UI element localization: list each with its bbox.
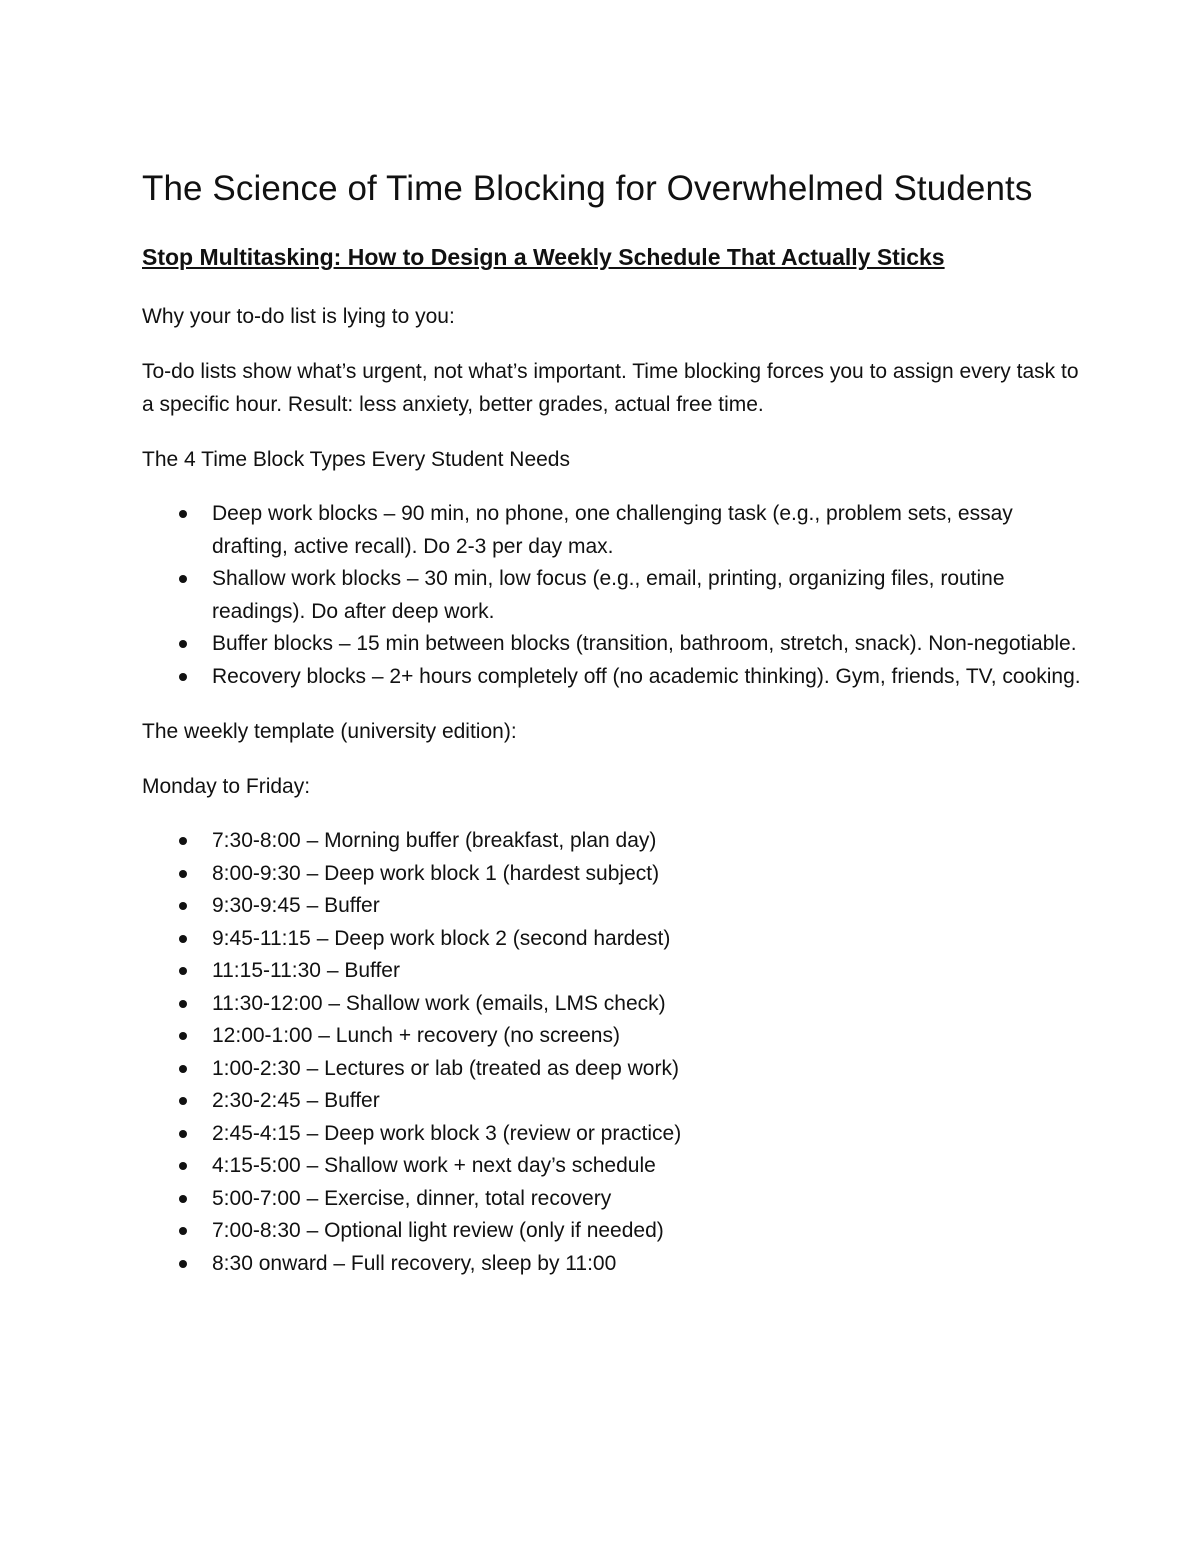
schedule-item (142, 1183, 1082, 1216)
weekly-template-heading: The weekly template (university edition): (142, 720, 517, 743)
bullet-icon (179, 902, 187, 910)
block-types-heading: The 4 Time Block Types Every Student Needs (142, 448, 570, 471)
document-title: The Science of Time Blocking for Overwhelmed Students (142, 169, 1033, 208)
schedule-item-text: 8:30 onward – Full recovery, sleep by 11:00 (212, 1251, 617, 1275)
schedule-item-text: 2:45-4:15 – Deep work block 3 (review or practice) (212, 1121, 682, 1145)
list-item-text: Deep work blocks – 90 min, no phone, one challenging task (e.g., problem sets, essay drafting, active recall). Do 2-3 per day max. (212, 502, 1013, 558)
bullet-icon (179, 673, 187, 681)
list-item-text: Buffer blocks – 15 min between blocks (transition, bathroom, stretch, snack). Non-negotiable. (212, 632, 1077, 655)
list-item (142, 628, 1082, 661)
schedule-item-text: 11:15-11:30 – Buffer (212, 959, 400, 982)
schedule-list (142, 825, 1082, 1280)
schedule-item-text: 7:00-8:30 – Optional light review (only if needed) (212, 1219, 664, 1242)
bullet-icon (179, 1065, 187, 1073)
list-item-text: Shallow work blocks – 30 min, low focus (e.g., email, printing, organizing files, routine readings). Do after deep work. (212, 567, 1005, 623)
schedule-item (142, 1020, 1082, 1053)
schedule-item-text: 2:30-2:45 – Buffer (212, 1089, 380, 1112)
bullet-icon (179, 935, 187, 943)
schedule-item (142, 955, 1082, 988)
schedule-item-text: 8:00-9:30 – Deep work block 1 (hardest subject) (212, 861, 660, 885)
bullet-icon (179, 510, 187, 518)
bullet-icon (179, 967, 187, 975)
schedule-item (142, 923, 1082, 956)
bullet-icon (179, 1130, 187, 1138)
bullet-icon (179, 1227, 187, 1235)
bullet-icon (179, 1195, 187, 1203)
schedule-item (142, 1053, 1082, 1086)
list-item (142, 563, 1082, 628)
bullet-icon (179, 575, 187, 583)
todo-paragraph: To-do lists show what’s urgent, not what’s important. Time blocking forces you to assign every task to a specific hour. Result: less anxiety, better grades, actual free time. (142, 360, 1079, 416)
schedule-item (142, 1150, 1082, 1183)
schedule-item (142, 1248, 1082, 1281)
block-types-list (142, 498, 1082, 693)
document-page (142, 164, 1082, 1280)
bullet-icon (179, 1032, 187, 1040)
bullet-icon (179, 837, 187, 845)
bullet-icon (179, 870, 187, 878)
list-item-text: Recovery blocks – 2+ hours completely off (no academic thinking). Gym, friends, TV, cooking. (212, 664, 1081, 688)
schedule-item-text: 5:00-7:00 – Exercise, dinner, total recovery (212, 1186, 612, 1210)
bullet-icon (179, 1260, 187, 1268)
bullet-icon (179, 640, 187, 648)
schedule-item-text: 9:30-9:45 – Buffer (212, 894, 380, 917)
bullet-icon (179, 1162, 187, 1170)
schedule-item (142, 825, 1082, 858)
schedule-item (142, 1215, 1082, 1248)
schedule-item (142, 890, 1082, 923)
document-subtitle: Stop Multitasking: How to Design a Weekly Schedule That Actually Sticks (142, 244, 945, 270)
days-heading: Monday to Friday: (142, 775, 311, 798)
why-heading: Why your to-do list is lying to you: (142, 305, 455, 328)
schedule-item-text: 11:30-12:00 – Shallow work (emails, LMS check) (212, 991, 666, 1015)
schedule-item-text: 9:45-11:15 – Deep work block 2 (second hardest) (212, 926, 671, 950)
list-item (142, 661, 1082, 694)
bullet-icon (179, 1097, 187, 1105)
schedule-item-text: 1:00-2:30 – Lectures or lab (treated as deep work) (212, 1056, 679, 1080)
schedule-item (142, 1118, 1082, 1151)
schedule-item-text: 12:00-1:00 – Lunch + recovery (no screens) (212, 1024, 620, 1047)
schedule-item (142, 858, 1082, 891)
list-item (142, 498, 1082, 563)
schedule-item (142, 988, 1082, 1021)
schedule-item-text: 7:30-8:00 – Morning buffer (breakfast, plan day) (212, 829, 657, 852)
schedule-item-text: 4:15-5:00 – Shallow work + next day’s schedule (212, 1154, 656, 1177)
schedule-item (142, 1085, 1082, 1118)
bullet-icon (179, 1000, 187, 1008)
